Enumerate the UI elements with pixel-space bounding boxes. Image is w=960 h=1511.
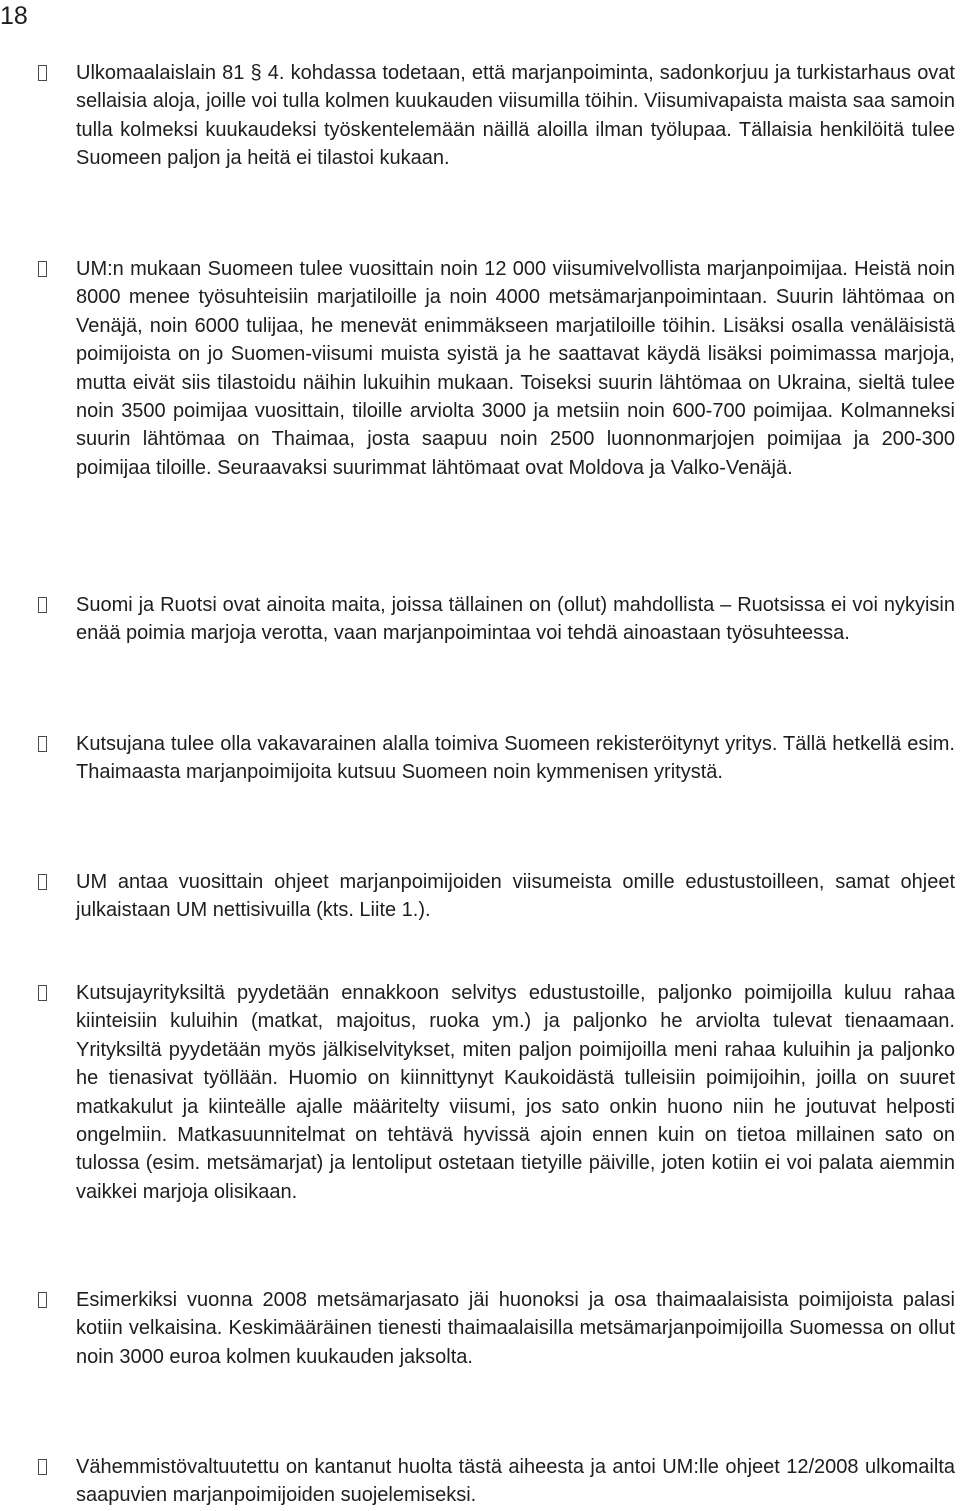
bullet-item-origin-countries [38, 255, 955, 482]
bullet-item-finland-sweden [38, 591, 955, 648]
bullet-item-inviting-company [38, 730, 955, 787]
empty-square-bullet-icon [38, 59, 76, 87]
page-number: 18 [0, 2, 28, 30]
empty-square-bullet-icon [38, 255, 76, 283]
bullet-item-ombudsman [38, 1453, 955, 1510]
bullet-item-visa-rules [38, 59, 955, 173]
paragraph-text: Suomi ja Ruotsi ovat ainoita maita, joissa tällainen on (ollut) mahdollista – Ruotsissa ei voi nykyisin enää poimia marjoja verotta, vaan marjanpoimintaa voi tehdä ainoastaan työsuhteessa. [76, 594, 955, 645]
empty-square-bullet-icon [38, 1453, 76, 1481]
paragraph-text: UM antaa vuosittain ohjeet marjanpoimijoiden viisumeista omille edustustoilleen, samat ohjeet julkaistaan UM nettisivuilla (kts. Liite 1.). [76, 871, 955, 922]
empty-square-bullet-icon [38, 868, 76, 896]
paragraph-text: Ulkomaalaislain 81 § 4. kohdassa todetaan, että marjanpoiminta, sadonkorjuu ja turkistarhaus ovat sellaisia aloja, joille voi tulla kolmen kuukauden viisumilla töihin. Viisumivapaista maista saa samoin tulla kolmeksi kuukaudeksi työskentelemään näillä aloilla ilman työlupaa. Tällaisia henkilöitä tulee Suomeen paljon ja heitä ei tilastoi kukaan. [76, 62, 955, 170]
bullet-item-um-instructions [38, 868, 955, 925]
paragraph-text: Vähemmistövaltuutettu on kantanut huolta tästä aiheesta ja antoi UM:lle ohjeet 12/2008 ulkomailta saapuvien marjanpoimijoiden suojelemiseksi. [76, 1456, 955, 1507]
bullet-item-company-reports [38, 979, 955, 1206]
paragraph-text: Kutsujana tulee olla vakavarainen alalla toimiva Suomeen rekisteröitynyt yritys. Tällä hetkellä esim. Thaimaasta marjanpoimijoita kutsuu Suomeen noin kymmenisen yritystä. [76, 733, 955, 784]
empty-square-bullet-icon [38, 1286, 76, 1314]
bullet-item-2008-example [38, 1286, 955, 1371]
empty-square-bullet-icon [38, 591, 76, 619]
paragraph-text: Esimerkiksi vuonna 2008 metsämarjasato jäi huonoksi ja osa thaimaalaisista poimijoista palasi kotiin velkaisina. Keskimääräinen tienesti thaimaalaisilla metsämarjanpoimijoilla Suomessa on ollut noin 3000 euroa kolmen kuukauden jaksolta. [76, 1289, 955, 1368]
paragraph-text: UM:n mukaan Suomeen tulee vuosittain noin 12 000 viisumivelvollista marjanpoimijaa. Heistä noin 8000 menee työsuhteisiin marjatiloille ja noin 4000 metsämarjanpoimintaan. Suurin lähtömaa on Venäjä, noin 6000 tulijaa, he menevät enimmäkseen marjatiloille töihin. Lisäksi osalla venäläisistä poimijoista on jo Suomen-viisumi muista syistä ja he saattavat käydä lisäksi poimimassa marjoja, mutta eivät siis tilastoidu näihin lukuihin mukaan. Toiseksi suurin lähtömaa on Ukraina, sieltä tulee noin 3500 poimijaa vuosittain, tiloille arviolta 3000 ja metsiin noin 600-700 poimijaa. Kolmanneksi suurin lähtömaa on Thaimaa, josta saapuu noin 2500 luonnonmarjojen poimijaa ja 200-300 poimijaa tiloille. Seuraavaksi suurimmat lähtömaat ovat Moldova ja Valko-Venäjä. [76, 258, 955, 479]
paragraph-text: Kutsujayrityksiltä pyydetään ennakkoon selvitys edustustoille, paljonko poimijoilla kuluu rahaa kiinteisiin kuluihin (matkat, majoitus, ruoka ym.) ja paljonko he arviolta tulevat tienaamaan. Yrityksiltä pyydetään myös jälkiselvitykset, miten paljon poimijoilla meni rahaa kuluihin ja paljonko he tienasivat työllään. Huomio on kiinnittynyt Kaukoidästä tulleisiin poimijoihin, joilla on suuret matkakulut ja kiinteälle ajalle määritelty viisumi, jos sato onkin huono niin he joutuvat helposti ongelmiin. Matkasuunnitelmat on tehtävä hyvissä ajoin ennen kuin on tietoa millainen sato on tulossa (esim. metsämarjat) ja lentoliput ostetaan tietyille päiville, joten kotiin ei voi palata aiemmin vaikkei marjoja olisikaan. [76, 982, 955, 1203]
empty-square-bullet-icon [38, 730, 76, 758]
empty-square-bullet-icon [38, 979, 76, 1007]
